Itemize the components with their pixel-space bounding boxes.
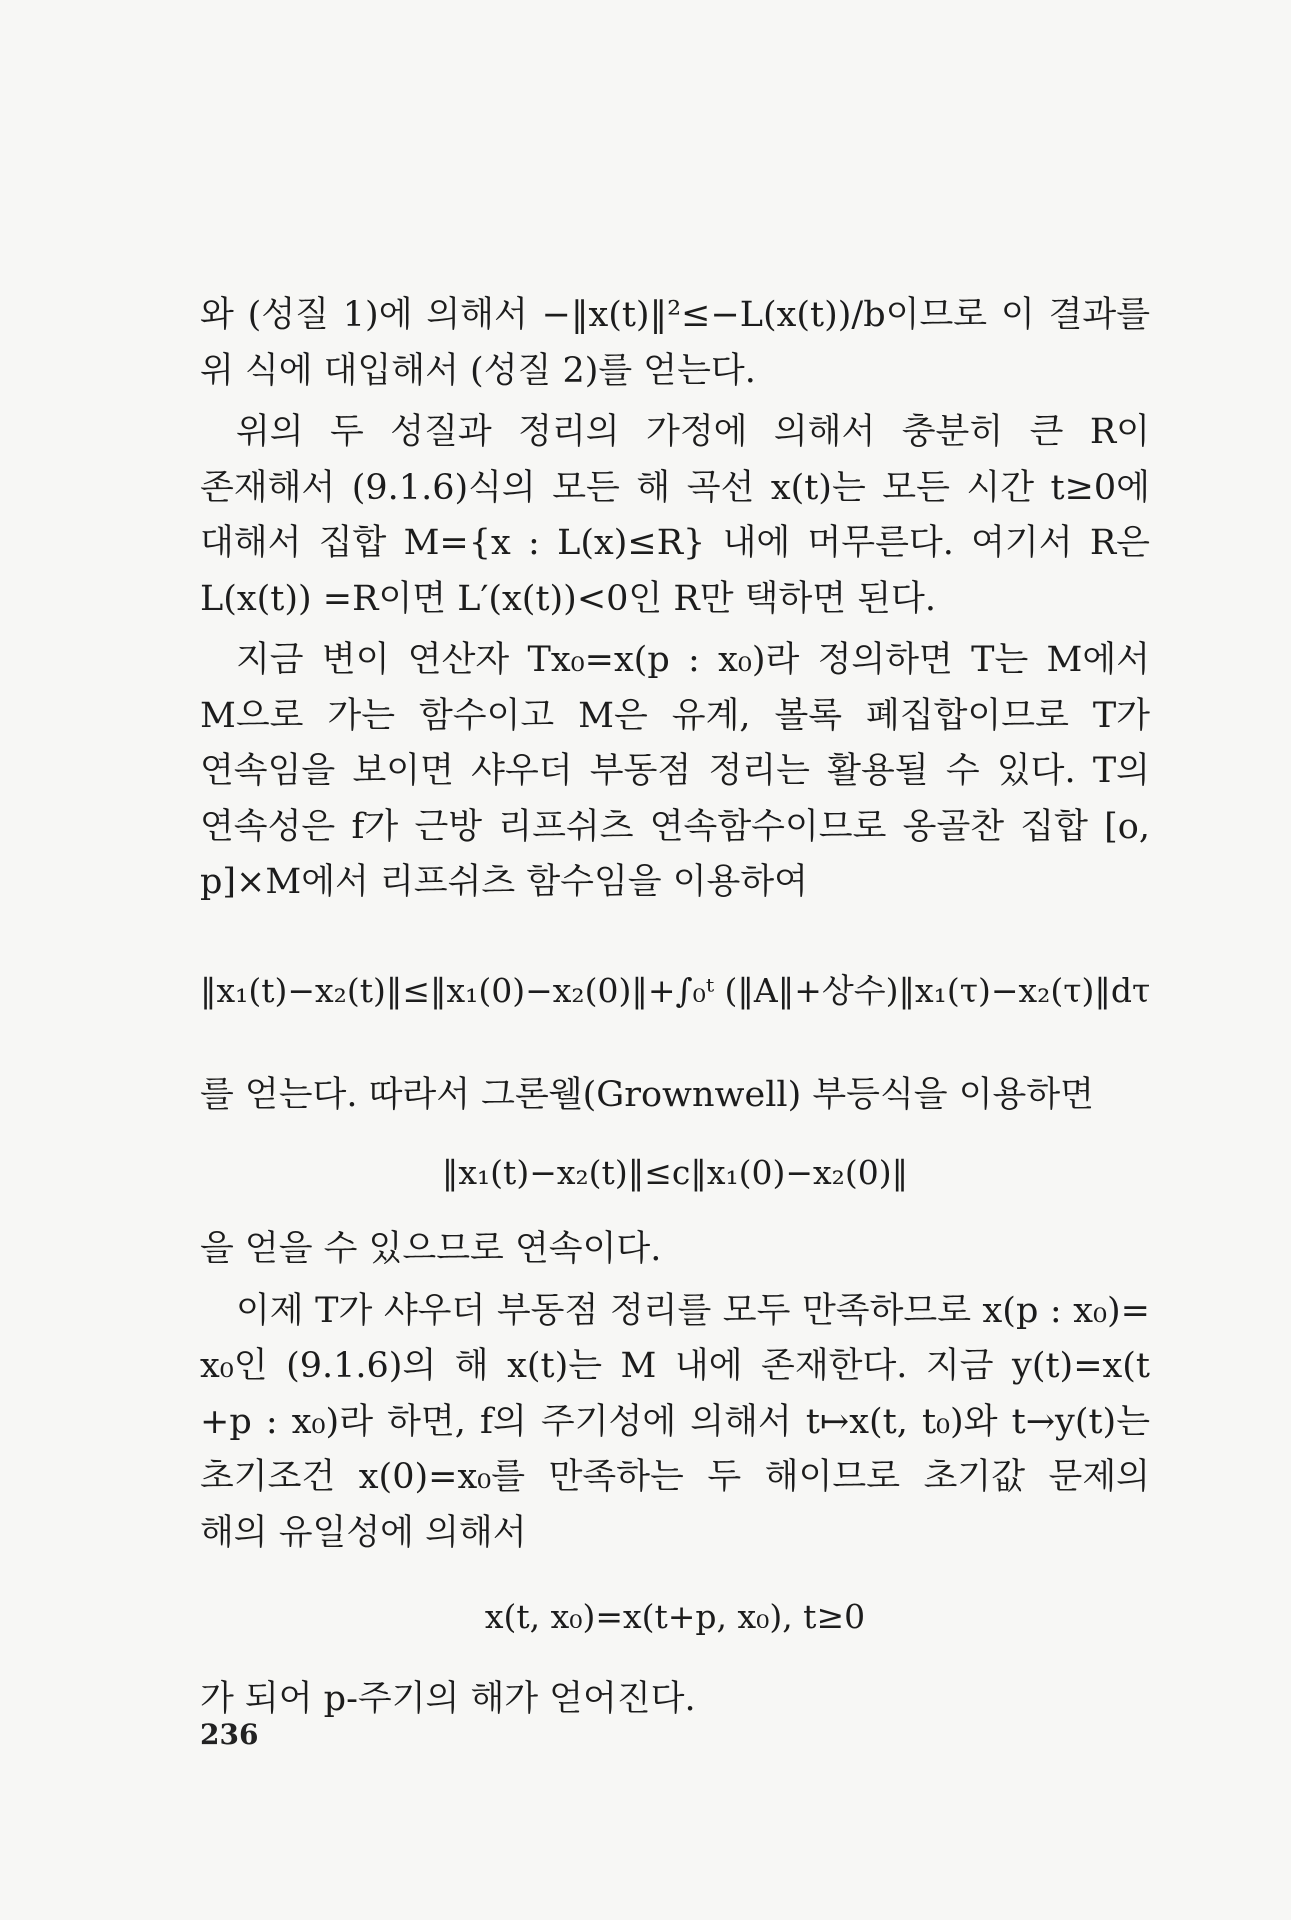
paragraph-4: 를 얻는다. 따라서 그론웰(Grownwell) 부등식을 이용하면: [200, 1074, 1094, 1115]
paragraph-6: 이제 T가 샤우더 부동점 정리를 모두 만족하므로 x(p : x₀)= x₀인 (9.1.6)의 해 x(t)는 M 내에 존재한다. 지금 y(t)=x(t +p : x₀)라 하면, f의 주기성에 의해서 t↦x(t, t₀)와 t→y(t)는 초기조건 x(0)=x₀를 만족하는 두 해이므로 초기값 문제의 해의 유일성에 의해서: [200, 1290, 1150, 1553]
paragraph-7: 가 되어 p-주기의 해가 얻어진다.: [200, 1679, 696, 1719]
text-block: [200, 288, 1150, 1734]
equation-lipschitz-inequality: ‖x₁(t)−x₂(t)‖≤‖x₁(0)−x₂(0)‖+∫₀ᵗ (‖A‖+상수)‖x₁(τ)−x₂(τ)‖dτ: [200, 970, 1150, 1010]
paragraph-5: 을 얻을 수 있으므로 연속이다.: [200, 1229, 662, 1269]
equation-gronwall-bound: ‖x₁(t)−x₂(t)‖≤c‖x₁(0)−x₂(0)‖: [441, 1153, 909, 1192]
page-number: 236: [200, 1718, 259, 1751]
paragraph-1: 와 (성질 1)에 의해서 −‖x(t)‖²≤−L(x(t))/b이므로 이 결과를 위 식에 대입해서 (성질 2)를 얻는다.: [200, 295, 1150, 391]
paragraph-3: 지금 변이 연산자 Tx₀=x(p : x₀)라 정의하면 T는 M에서 M으로 가는 함수이고 M은 유계, 볼록 폐집합이므로 T가 연속임을 보이면 샤우더 부동점 정리는 활용될 수 있다. T의 연속성은 f가 근방 리프쉬츠 연속함수이므로 옹골찬 집합 [o, p]×M에서 리프쉬츠 함수임을 이용하여: [200, 640, 1150, 902]
paragraph-2: 위의 두 성질과 정리의 가정에 의해서 충분히 큰 R이 존재해서 (9.1.6)식의 모든 해 곡선 x(t)는 모든 시간 t≥0에 대해서 집합 M={x : L(x)≤R} 내에 머무른다. 여기서 R은 L(x(t)) =R이면 L′(x(t))<0인 R만 택하면 된다.: [200, 412, 1150, 619]
equation-periodic-solution: x(t, x₀)=x(t+p, x₀), t≥0: [484, 1597, 866, 1636]
